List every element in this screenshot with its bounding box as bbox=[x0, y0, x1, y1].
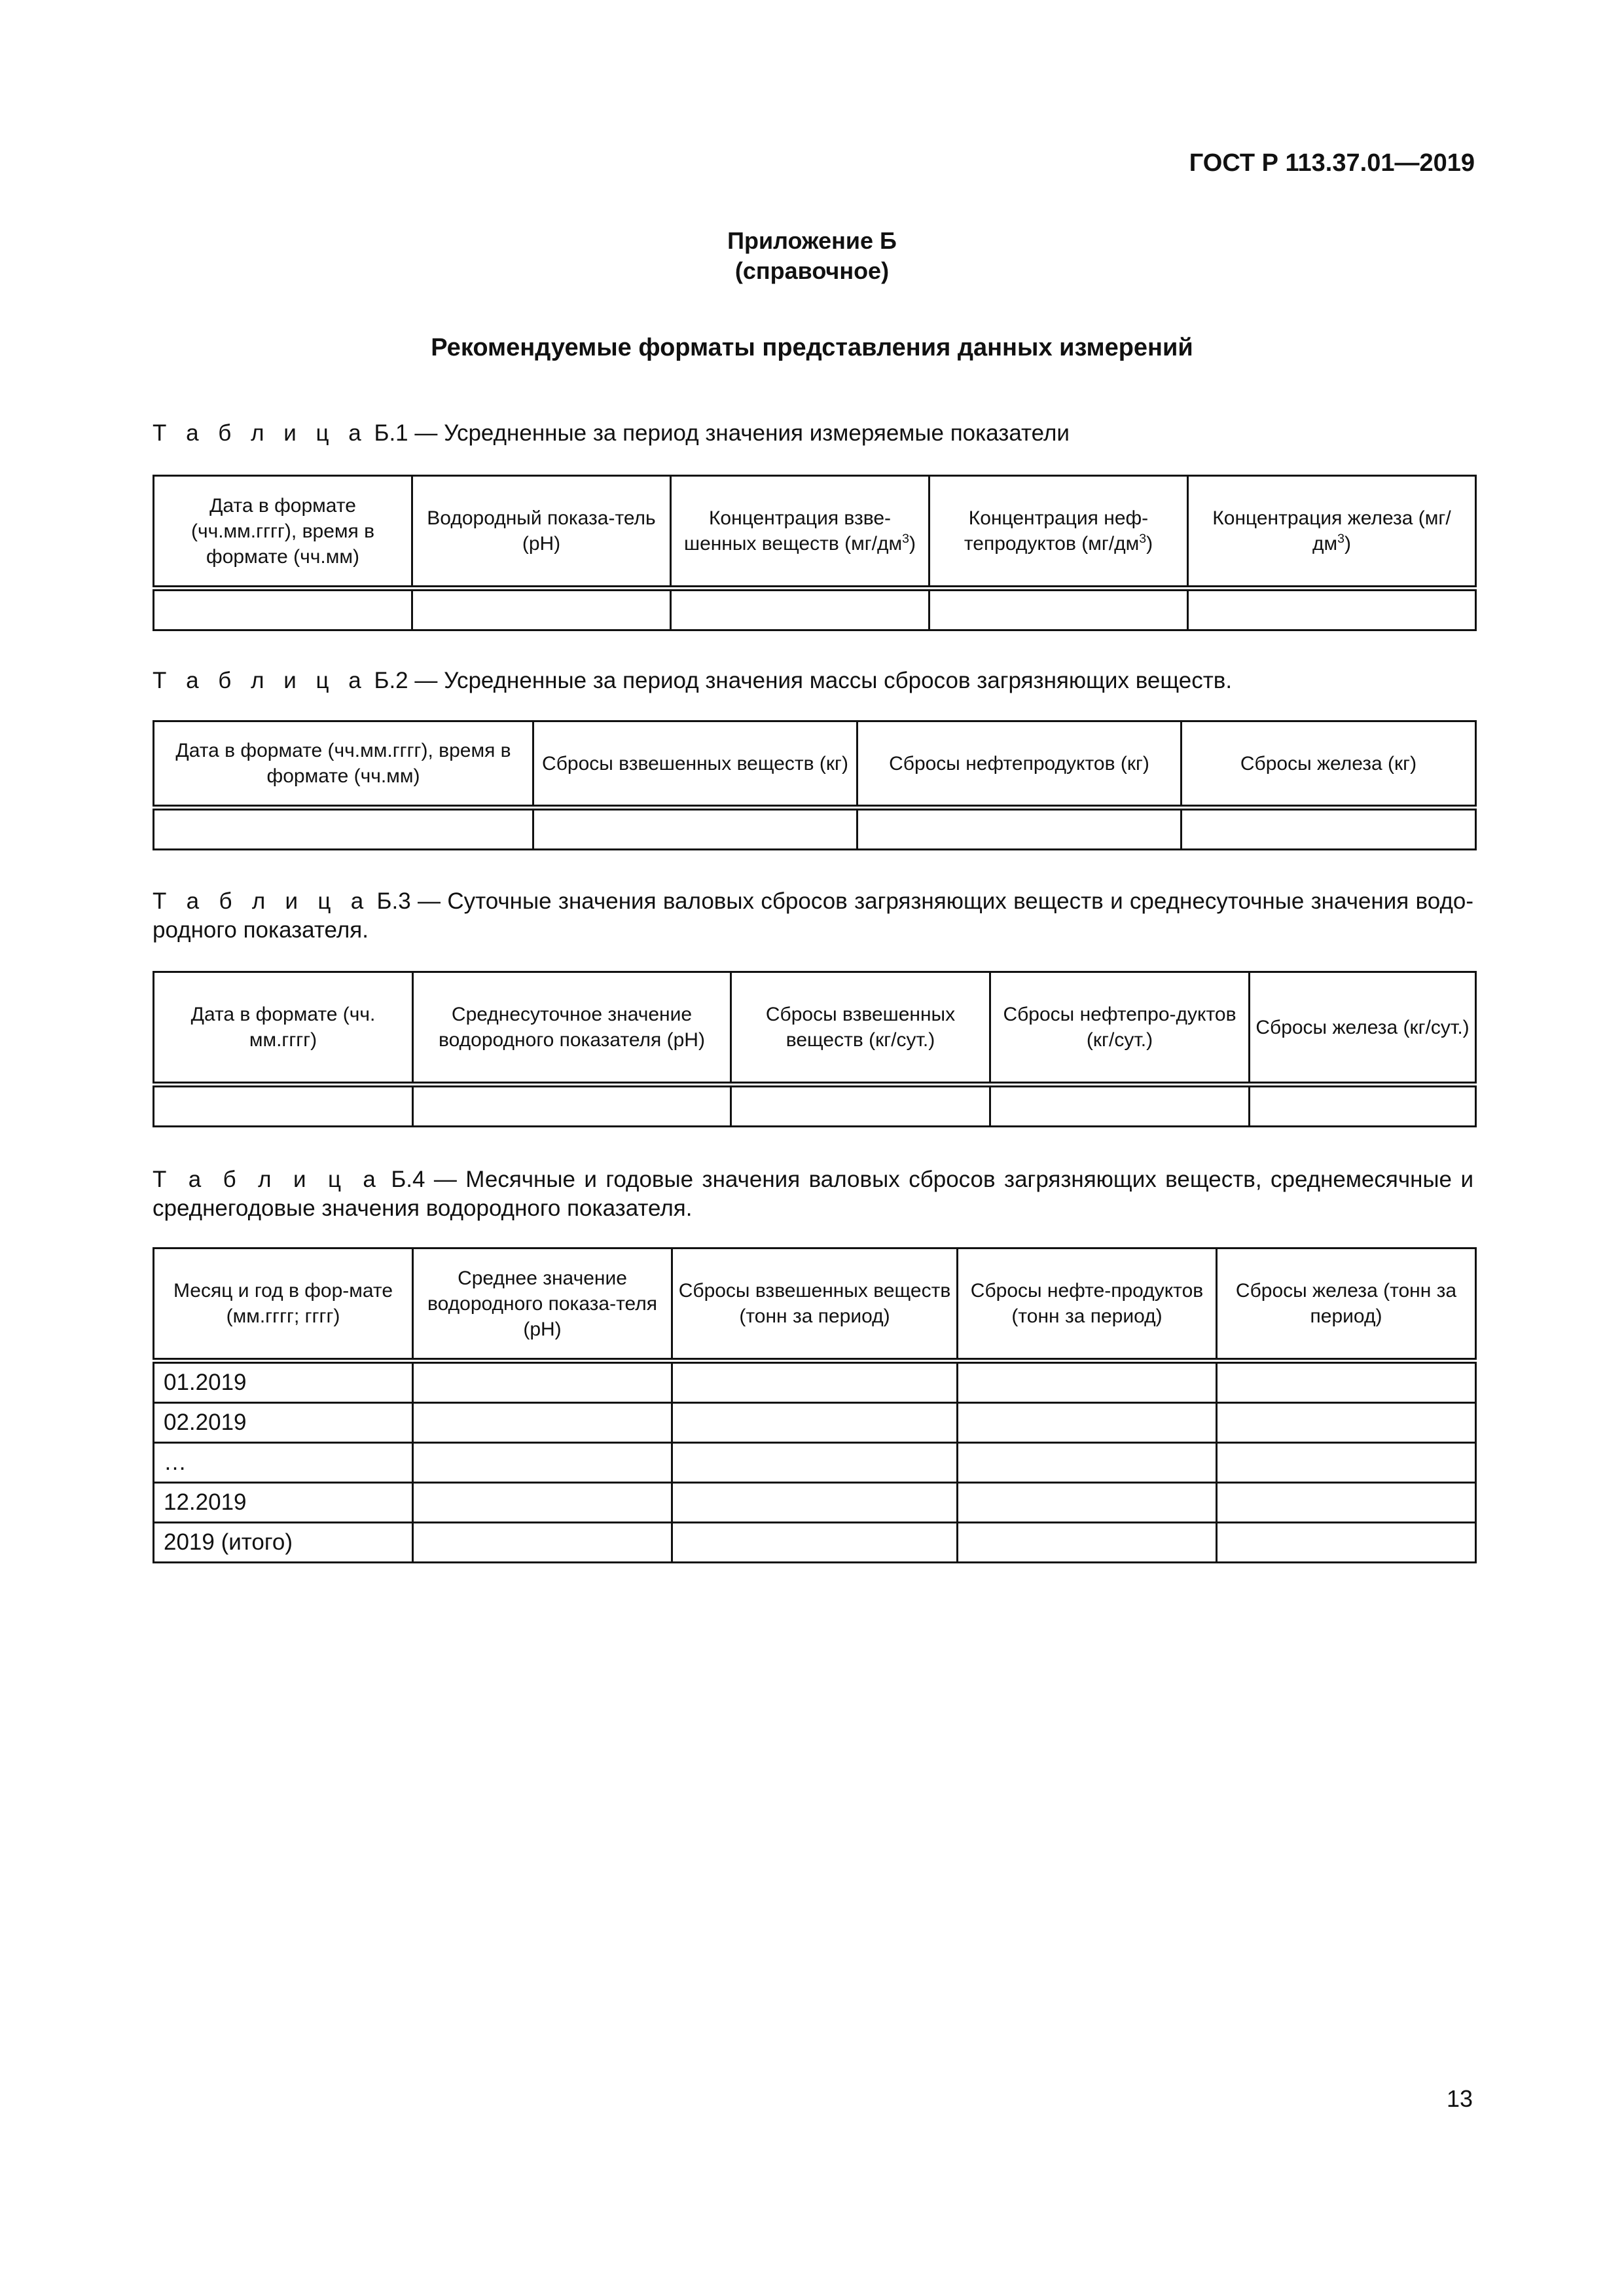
period-cell: 2019 (итого) bbox=[154, 1523, 413, 1563]
appendix-heading bbox=[0, 226, 1624, 286]
table-caption-b1 bbox=[153, 419, 1473, 448]
caption-text: Б.3 — Суточные значения валовых сбросов загрязняющих веществ и среднесуточные значения водо-родного показателя. bbox=[153, 888, 1473, 943]
table-header-cell: Сбросы взвешенных веществ (кг) bbox=[533, 721, 857, 808]
caption-prefix: Т а б л и ц а bbox=[153, 420, 368, 446]
table-b1 bbox=[153, 475, 1477, 631]
table-row bbox=[154, 589, 1476, 630]
table-header-cell: Сбросы железа (кг) bbox=[1182, 721, 1476, 808]
table-header-cell: Концентрация взве-шенных веществ $(мг/дм^3)$ bbox=[671, 476, 929, 589]
table-row bbox=[154, 1443, 1476, 1483]
table-caption-b3 bbox=[153, 887, 1473, 945]
table-row bbox=[154, 1085, 1476, 1127]
table-row bbox=[154, 1361, 1476, 1403]
table-header-cell: Концентрация неф-тепродуктов $(мг/дм^3)$ bbox=[929, 476, 1188, 589]
table-header-cell: Дата в формате (чч. мм.гггг) bbox=[154, 972, 413, 1085]
table-header-cell: Водородный показа-тель (pH) bbox=[412, 476, 671, 589]
table-row bbox=[154, 1523, 1476, 1563]
main-title: Рекомендуемые форматы представления данных измерений bbox=[431, 334, 1193, 361]
table-header-cell: Месяц и год в фор-мате (мм.гггг; гггг) bbox=[154, 1248, 413, 1361]
caption-prefix: Т а б л и ц а bbox=[153, 1167, 382, 1192]
table-header-cell: Сбросы нефте-продуктов (тонн за период) bbox=[958, 1248, 1217, 1361]
period-cell: 01.2019 bbox=[154, 1361, 413, 1403]
table-header-cell: Дата в формате (чч.мм.гггг), время в формате (чч.мм) bbox=[154, 476, 412, 589]
table-caption-b4 bbox=[153, 1165, 1473, 1223]
table-header-cell: Среднее значение водородного показа-теля (pH) bbox=[413, 1248, 672, 1361]
appendix-title: Приложение Б bbox=[727, 227, 897, 254]
table-header-cell: Сбросы нефтепродуктов (кг) bbox=[857, 721, 1182, 808]
table-header-cell: Сбросы взвешенных веществ (кг/сут.) bbox=[731, 972, 990, 1085]
table-row bbox=[154, 808, 1476, 850]
caption-prefix: Т а б л и ц а bbox=[153, 888, 370, 914]
table-header-cell: Концентрация железа $(мг/дм^3)$ bbox=[1188, 476, 1476, 589]
appendix-subtitle: (справочное) bbox=[734, 257, 890, 284]
table-header-cell: Сбросы железа (кг/сут.) bbox=[1250, 972, 1476, 1085]
table-header-cell: Среднесуточное значение водородного показателя (pH) bbox=[413, 972, 731, 1085]
table-b2 bbox=[153, 720, 1477, 850]
document-code: ГОСТ Р 113.37.01—2019 bbox=[1189, 149, 1475, 177]
table-b3 bbox=[153, 971, 1477, 1127]
table-caption-b2 bbox=[153, 666, 1473, 695]
caption-text: Б.2 — Усредненные за период значения массы сбросов загрязняющих веществ. bbox=[374, 668, 1233, 693]
period-cell: 12.2019 bbox=[154, 1483, 413, 1523]
table-row bbox=[154, 1483, 1476, 1523]
period-cell: 02.2019 bbox=[154, 1403, 413, 1443]
caption-prefix: Т а б л и ц а bbox=[153, 668, 368, 693]
caption-text: Б.4 — Месячные и годовые значения валовых сбросов загрязняющих веществ, среднемесячные и среднегодовые значения водородного показателя. bbox=[153, 1167, 1473, 1221]
page-number: 13 bbox=[1446, 2085, 1473, 2112]
table-header-cell: Дата в формате (чч.мм.гггг), время в формате (чч.мм) bbox=[154, 721, 533, 808]
caption-text: Б.1 — Усредненные за период значения измеряемые показатели bbox=[374, 420, 1070, 446]
table-b4 bbox=[153, 1247, 1477, 1563]
table-header-cell: Сбросы железа (тонн за период) bbox=[1217, 1248, 1476, 1361]
table-row bbox=[154, 1403, 1476, 1443]
table-header-cell: Сбросы взвешенных веществ (тонн за период) bbox=[672, 1248, 958, 1361]
period-cell: … bbox=[154, 1443, 413, 1483]
table-header-cell: Сбросы нефтепро-дуктов (кг/сут.) bbox=[990, 972, 1250, 1085]
